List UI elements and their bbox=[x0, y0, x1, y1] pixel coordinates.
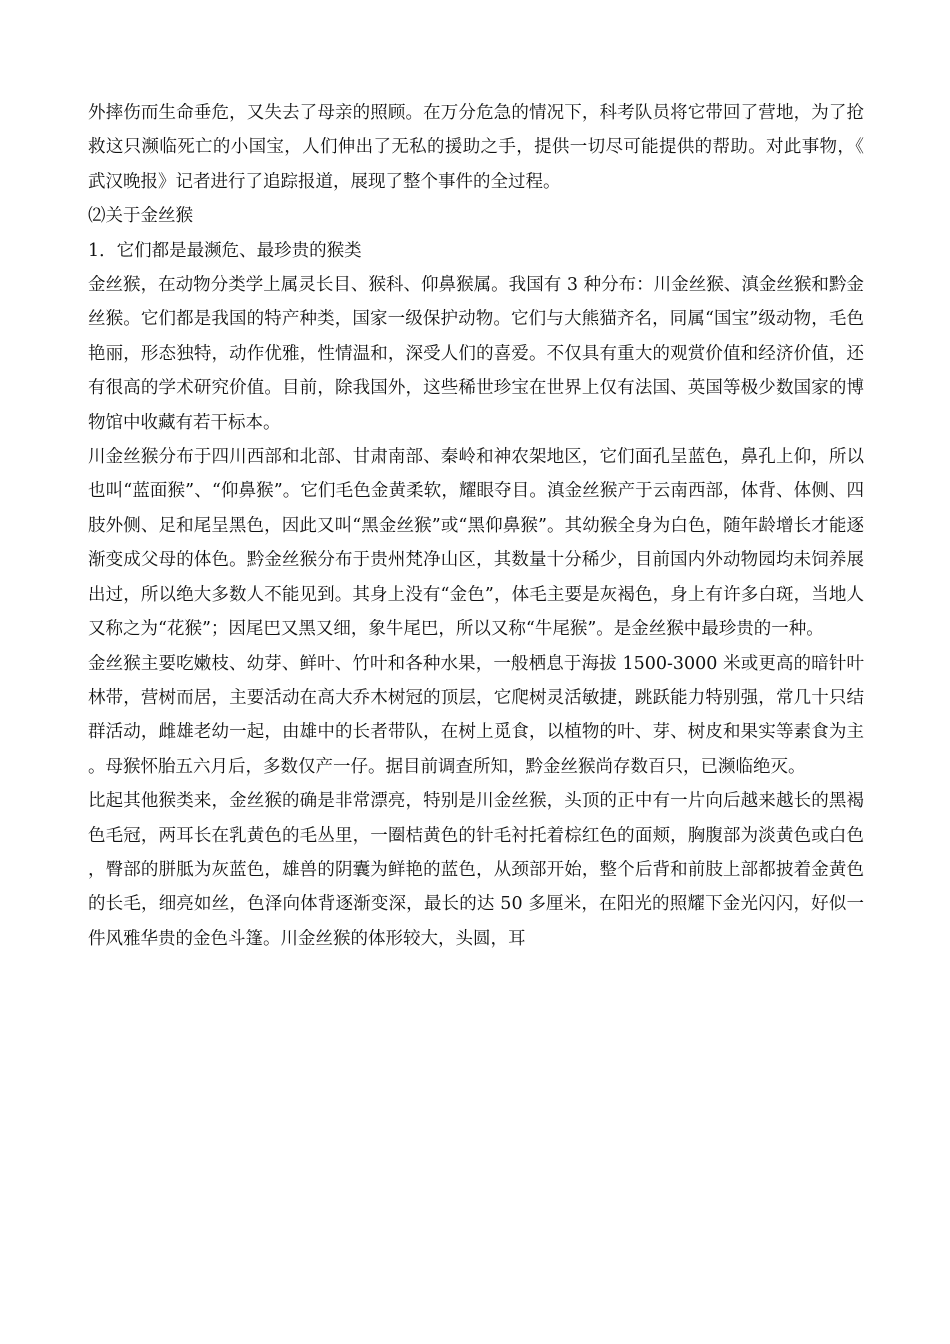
subsection-heading-most-endangered: 1．它们都是最濒危、最珍贵的猴类 bbox=[88, 240, 362, 261]
document-page bbox=[88, 96, 864, 956]
paragraph-appearance: 比起其他猴类来，金丝猴的确是非常漂亮，特别是川金丝猴，头顶的正中有一片向后越来越长的黑褐色毛冠，两耳长在乳黄色的毛丛里，一圈桔黄色的针毛衬托着棕红色的面颊，胸腹部为淡黄色或白色，臀部的胼胝为灰蓝色，雄兽的阴囊为鲜艳的蓝色，从颈部开始，整个后背和前肢上部都披着金黄色的长毛，细亮如丝，色泽向体背逐渐变深，最长的达 50 多厘米，在阳光的照耀下金光闪闪，好似一件风雅华贵的金色斗篷。川金丝猴的体形较大，头圆，耳 bbox=[88, 791, 864, 949]
paragraph-habitat-diet: 金丝猴主要吃嫩枝、幼芽、鲜叶、竹叶和各种水果，一般栖息于海拔 1500-3000 米或更高的暗针叶林带，营树而居，主要活动在高大乔木树冠的顶层，它爬树灵活敏捷，跳跃能力特别强，常几十只结群活动，雌雄老幼一起，由雄中的长者带队，在树上觅食，以植物的叶、芽、树皮和果实等素食为主。母猴怀胎五六月后，多数仅产一仔。据目前调查所知，黔金丝猴尚存数百只，已濒临绝灭。 bbox=[88, 653, 864, 777]
paragraph-species-distribution: 川金丝猴分布于四川西部和北部、甘肃南部、秦岭和神农架地区，它们面孔呈蓝色，鼻孔上仰，所以也叫“蓝面猴”、“仰鼻猴”。它们毛色金黄柔软，耀眼夺目。滇金丝猴产于云南西部，体背、体侧、四肢外侧、足和尾呈黑色，因此又叫“黑金丝猴”或“黑仰鼻猴”。其幼猴全身为白色，随年龄增长才能逐渐变成父母的体色。黔金丝猴分布于贵州梵净山区，其数量十分稀少，目前国内外动物园均未饲养展出过，所以绝大多数人不能见到。其身上没有“金色”，体毛主要是灰褐色，身上有许多白斑，当地人又称之为“花猴”；因尾巴又黑又细，象牛尾巴，所以又称“牛尾猴”。是金丝猴中最珍贵的一种。 bbox=[88, 447, 864, 640]
paragraph-classification: 金丝猴，在动物分类学上属灵长目、猴科、仰鼻猴属。我国有 3 种分布：川金丝猴、滇金丝猴和黔金丝猴。它们都是我国的特产种类，国家一级保护动物。它们与大熊猫齐名，同属“国宝”级动物，毛色艳丽，形态独特，动作优雅，性情温和，深受人们的喜爱。不仅具有重大的观赏价值和经济价值，还有很高的学术研究价值。目前，除我国外，这些稀世珍宝在世界上仅有法国、英国等极少数国家的博物馆中收藏有若干标本。 bbox=[88, 275, 864, 433]
paragraph-rescue-story: 外摔伤而生命垂危，又失去了母亲的照顾。在万分危急的情况下，科考队员将它带回了营地，为了抢救这只濒临死亡的小国宝，人们伸出了无私的援助之手，提供一切尽可能提供的帮助。对此事物，《武汉晚报》记者进行了追踪报道，展现了整个事件的全过程。 bbox=[88, 103, 864, 192]
section-heading-about-golden-monkey: ⑵关于金丝猴 bbox=[88, 206, 193, 227]
